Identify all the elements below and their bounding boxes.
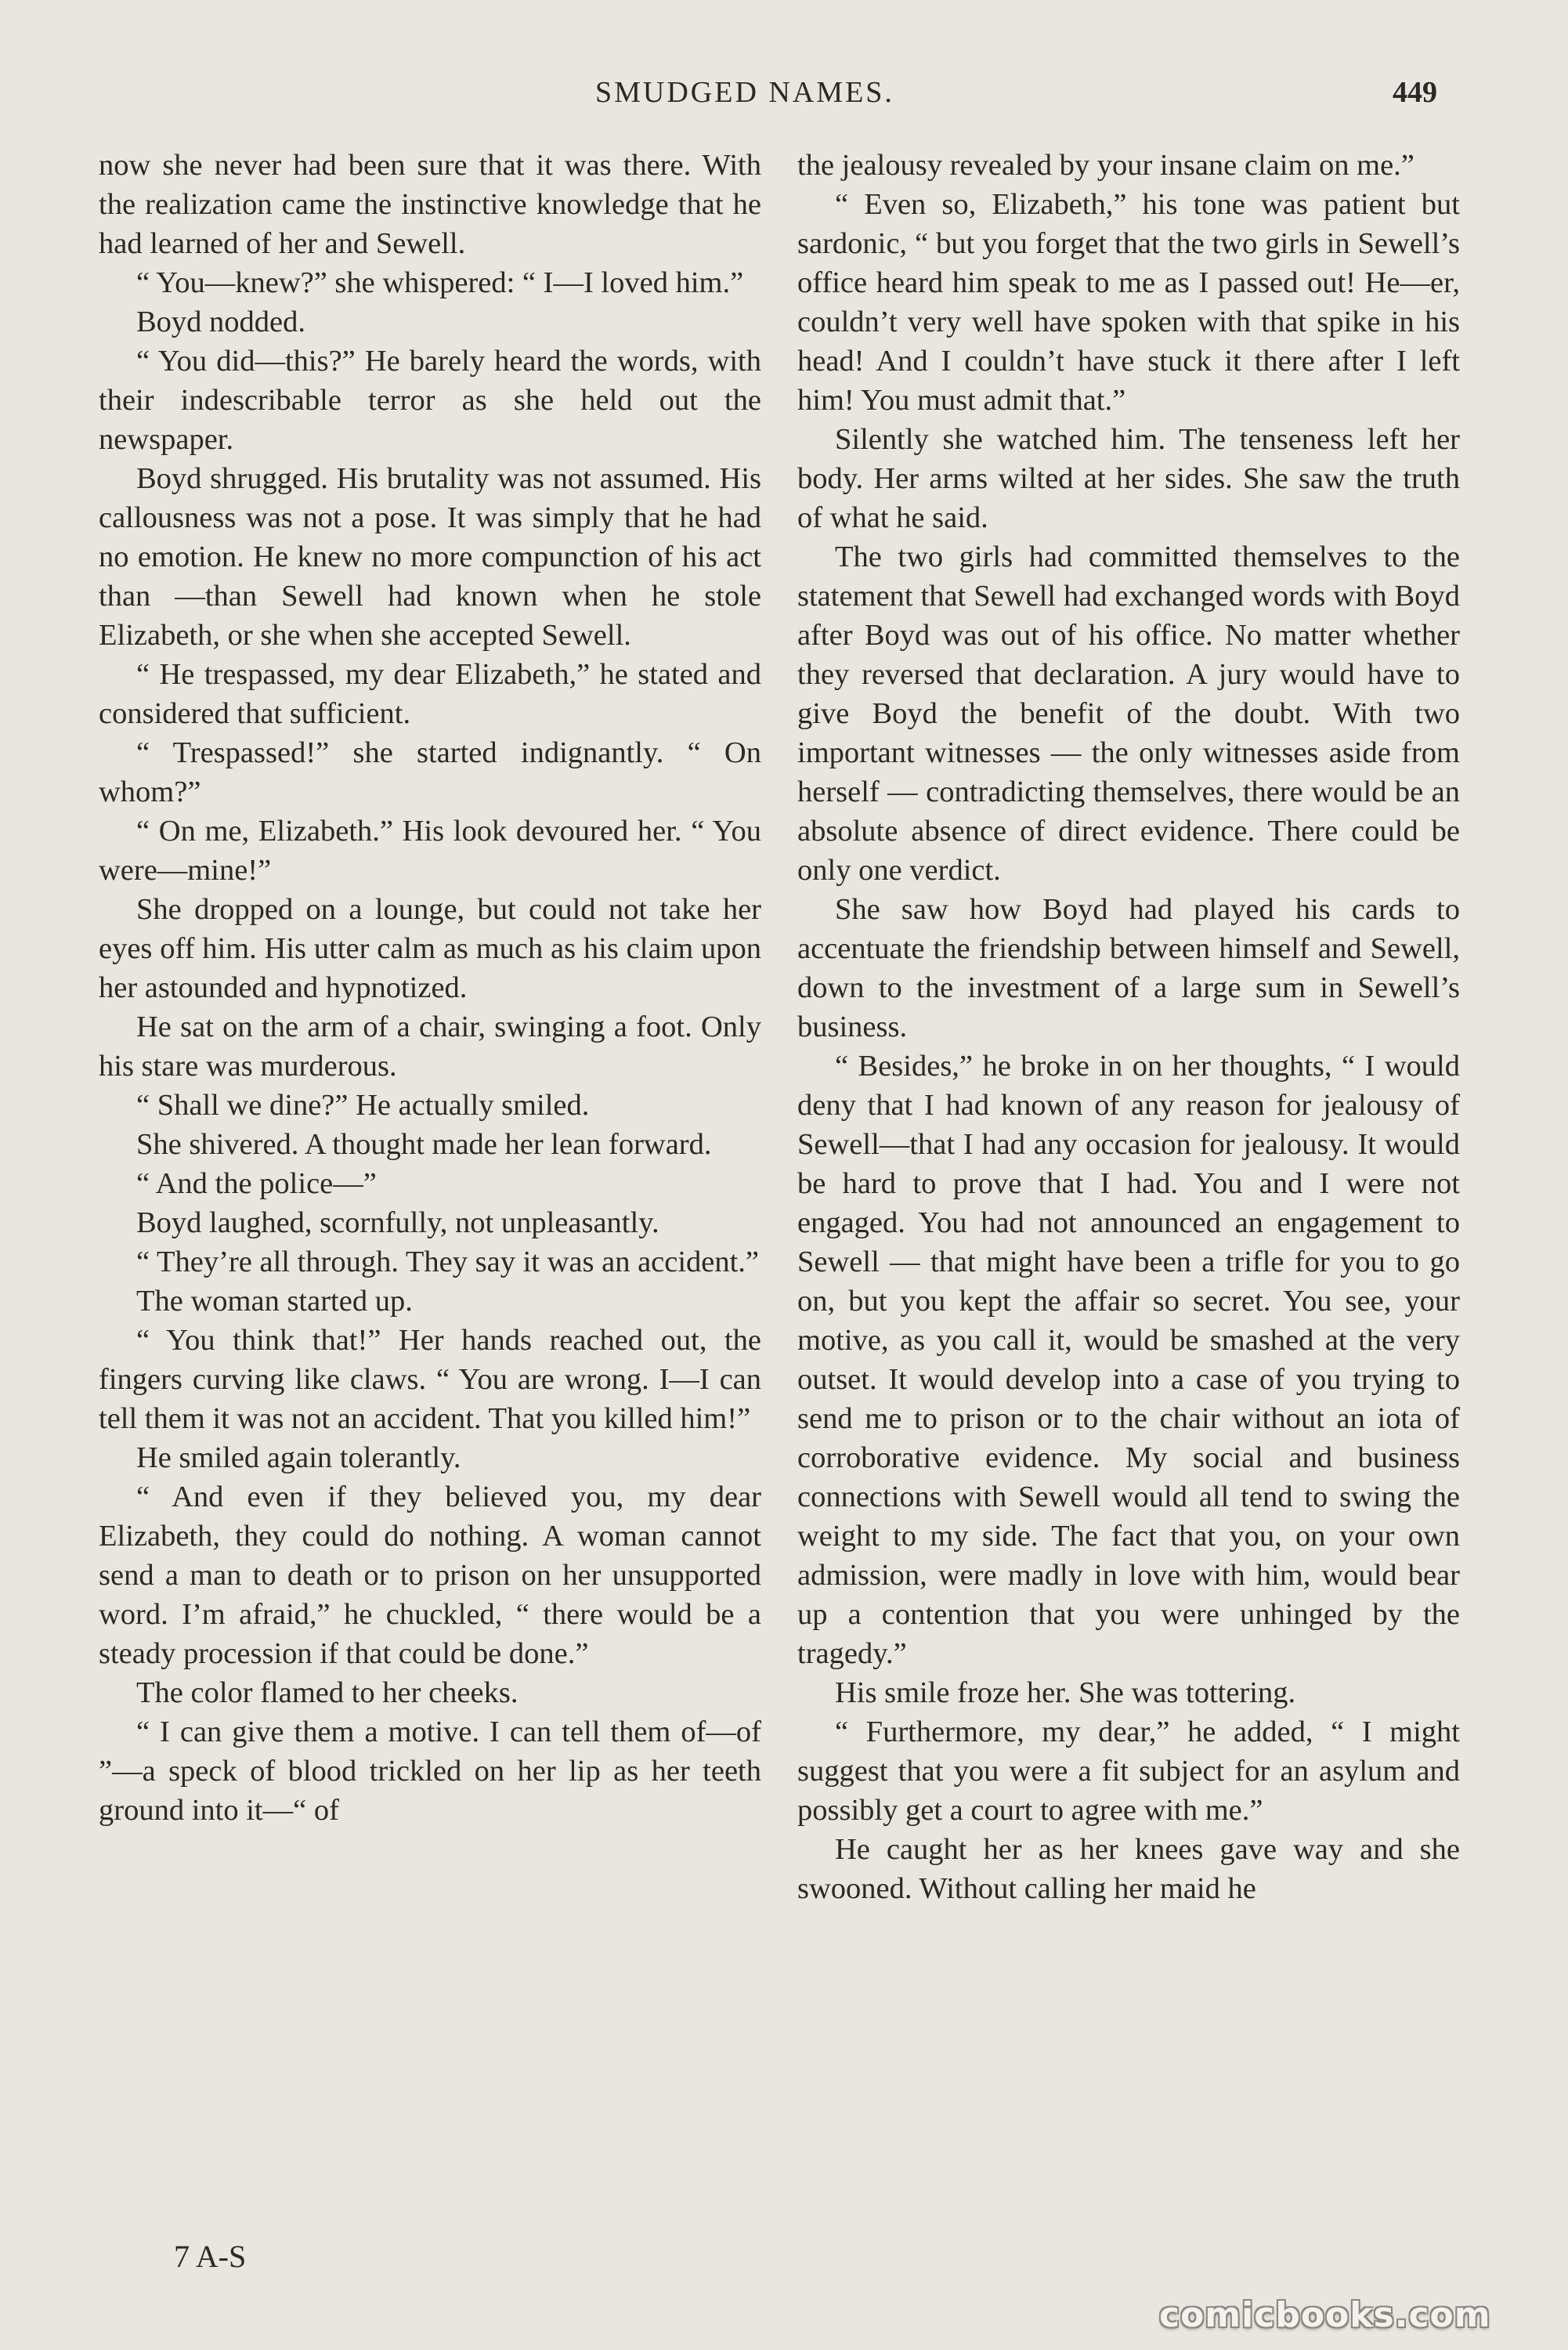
paragraph: She shivered. A thought made her lean forward. [136,1128,712,1161]
running-title: SMUDGED NAMES. [595,76,894,109]
paragraph: He caught her as her knees gave way and she swooned. Without calling her maid he [797,1833,1460,1905]
paragraph: The two girls had committed themselves to the statement that Sewell had exchanged words with Boyd after Boyd was out of his office. No matter whether they reversed that declaration. A jury would have to give Boyd the benefit of the doubt. With two important witnesses — the only witnesses aside from herself — contradicting themselves, there would be an absolute absence of direct evidence. There could be only one verdict. [797,540,1460,887]
paragraph: now she never had been sure that it was there. With the realization came the instinctive knowledge that he had learned of her and Sewell. [99,149,761,260]
paragraph: She saw how Boyd had played his cards to accentuate the friendship between himself and Sewell, down to the investment of a large sum in Sewell’s business. [797,893,1460,1043]
running-head [0,75,1568,122]
paragraph: “ You—knew?” she whispered: “ I—I loved him.” [136,266,744,299]
paragraph: “ He trespassed, my dear Elizabeth,” he stated and considered that sufficient. [99,658,761,730]
paragraph: Silently she watched him. The tenseness left her body. Her arms wilted at her sides. She saw the truth of what he said. [797,423,1460,534]
paragraph: “ Besides,” he broke in on her thoughts, “ I would deny that I had known of any reason for jealousy of Sewell—that I had any occasion for jealousy. It would be hard to prove that I had. You and I were not engaged. You had not announced an engagement to Sewell — that might have been a trifle for you to go on, but you kept the affair so secret. You see, your motive, as you call it, would be smashed at the very outset. It would develop into a case of you trying to send me to prison or to the chair without an iota of corroborative evidence. My social and business connections with Sewell would all tend to swing the weight to my side. The fact that you, on your own admission, were madly in love with him, would bear up a contention that you were unhinged by the tragedy.” [797,1050,1460,1670]
left-column [99,146,761,1830]
watermark-logo: comicbooks.com [1159,2295,1491,2335]
paragraph: Boyd nodded. [136,306,306,338]
paragraph: “ Shall we dine?” He actually smiled. [136,1089,590,1122]
paragraph: “ And even if they believed you, my dear Elizabeth, they could do nothing. A woman cannot send a man to death or to prison on her unsupported word. I’m afraid,” he chuckled, “ there would be a steady procession if that could be done.” [99,1480,761,1670]
paragraph: His smile froze her. She was tottering. [835,1676,1296,1709]
paragraph: “ I can give them a motive. I can tell them of—of ”—a speck of blood trickled on her lip as her teeth ground into it—“ of [99,1716,761,1827]
paragraph: the jealousy revealed by your insane claim on me.” [797,149,1414,182]
page-number: 449 [1393,76,1437,109]
paragraph: “ They’re all through. They say it was an accident.” [136,1246,760,1278]
paragraph: “ You did—this?” He barely heard the words, with their indescribable terror as she held out the newspaper. [99,345,761,456]
paragraph: “ Even so, Elizabeth,” his tone was patient but sardonic, “ but you forget that the two girls in Sewell’s office heard him speak to me as I passed out! He—er, couldn’t very well have spoken with that spike in his head! And I couldn’t have stuck it there after I left him! You must admit that.” [797,188,1460,417]
paragraph: The color flamed to her cheeks. [136,1676,518,1709]
paragraph: Boyd laughed, scornfully, not unpleasantly. [136,1206,659,1239]
paragraph: “ On me, Elizabeth.” His look devoured her. “ You were—mine!” [99,815,761,887]
paragraph: The woman started up. [136,1285,413,1318]
paragraph: She dropped on a lounge, but could not take her eyes off him. His utter calm as much as his claim upon her astounded and hypnotized. [99,893,761,1004]
paragraph: “ Trespassed!” she started indignantly. “ On whom?” [99,736,761,808]
paragraph: “ You think that!” Her hands reached out, the fingers curving like claws. “ You are wrong. I—I can tell them it was not an accident. That you killed him!” [99,1324,761,1435]
paragraph: He sat on the arm of a chair, swinging a foot. Only his stare was murderous. [99,1010,761,1083]
paragraph: He smiled again tolerantly. [136,1441,461,1474]
paragraph: “ Furthermore, my dear,” he added, “ I might suggest that you were a fit subject for an asylum and possibly get a court to agree with me.” [797,1716,1460,1827]
paragraph: Boyd shrugged. His brutality was not assumed. His callousness was not a pose. It was simply that he had no emotion. He knew no more compunction of his act than —than Sewell had known when he stole Elizabeth, or she when she accepted Sewell. [99,462,761,652]
right-column [797,146,1460,1908]
signature-mark: 7 A-S [174,2239,247,2274]
paragraph: “ And the police—” [136,1167,377,1200]
